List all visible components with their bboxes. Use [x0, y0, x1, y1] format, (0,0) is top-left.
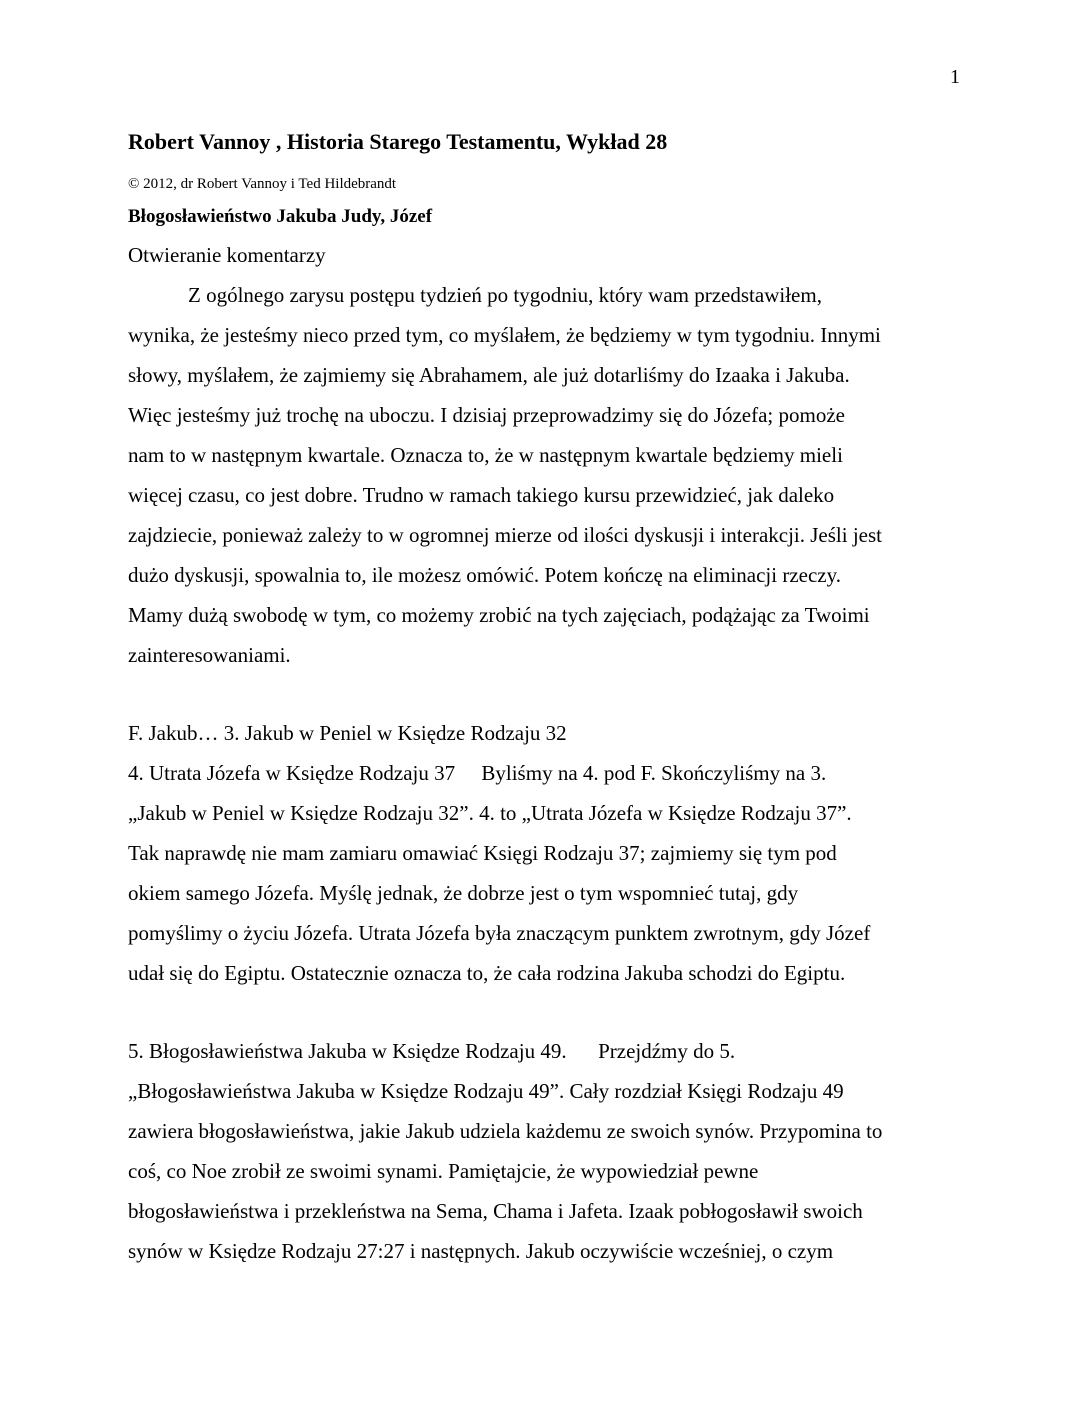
text-line: więcej czasu, co jest dobre. Trudno w ramach takiego kursu przewidzieć, jak daleko: [128, 483, 835, 507]
text-line: udał się do Egiptu. Ostatecznie oznacza to, że cała rodzina Jakuba schodzi do Egiptu.: [128, 961, 846, 985]
text-line: Tak naprawdę nie mam zamiaru omawiać Księgi Rodzaju 37; zajmiemy się tym pod: [128, 841, 837, 865]
section-label: Otwieranie komentarzy: [128, 243, 326, 267]
text-line: nam to w następnym kwartale. Oznacza to, że w następnym kwartale będziemy mieli: [128, 443, 843, 467]
text-line: zainteresowaniami.: [128, 643, 291, 667]
text-line: słowy, myślałem, że zajmiemy się Abrahamem, ale już dotarliśmy do Izaaka i Jakuba.: [128, 363, 850, 387]
text-line: wynika, że jesteśmy nieco przed tym, co myślałem, że będziemy w tym tygodniu. Innymi: [128, 323, 881, 347]
text-line: F. Jakub… 3. Jakub w Peniel w Księdze Rodzaju 32: [128, 721, 567, 745]
text-line: Więc jesteśmy już trochę na uboczu. I dzisiaj przeprowadzimy się do Józefa; pomoże: [128, 403, 845, 427]
text-line: coś, co Noe zrobił ze swoimi synami. Pamiętajcie, że wypowiedział pewne: [128, 1159, 759, 1183]
lecture-subtitle: Błogosławieństwo Jakuba Judy, Józef: [128, 206, 433, 227]
text-line: 4. Utrata Józefa w Księdze Rodzaju 37 Byliśmy na 4. pod F. Skończyliśmy na 3.: [128, 761, 827, 785]
text-line: błogosławieństwa i przekleństwa na Sema, Chama i Jafeta. Izaak pobłogosławił swoich: [128, 1199, 863, 1223]
text-line: 5. Błogosławieństwa Jakuba w Księdze Rodzaju 49. Przejdźmy do 5.: [128, 1039, 736, 1063]
text-line: dużo dyskusji, spowalnia to, ile możesz omówić. Potem kończę na eliminacji rzeczy.: [128, 563, 842, 587]
text-line: Z ogólnego zarysu postępu tydzień po tygodniu, który wam przedstawiłem,: [188, 283, 822, 307]
text-line: Mamy dużą swobodę w tym, co możemy zrobić na tych zajęciach, podążając za Twoimi: [128, 603, 870, 627]
text-line: synów w Księdze Rodzaju 27:27 i następnych. Jakub oczywiście wcześniej, o czym: [128, 1239, 834, 1263]
text-line: zawiera błogosławieństwa, jakie Jakub udziela każdemu ze swoich synów. Przypomina to: [128, 1119, 883, 1143]
document-title: Robert Vannoy , Historia Starego Testamentu, Wykład 28: [128, 129, 668, 154]
text-line: okiem samego Józefa. Myślę jednak, że dobrze jest o tym wspomnieć tutaj, gdy: [128, 881, 799, 905]
page-number: 1: [950, 66, 960, 88]
copyright-line: © 2012, dr Robert Vannoy i Ted Hildebrandt: [128, 176, 397, 192]
text-line: zajdziecie, ponieważ zależy to w ogromnej mierze od ilości dyskusji i interakcji. Jeśli jest: [128, 523, 883, 547]
text-line: pomyślimy o życiu Józefa. Utrata Józefa była znaczącym punktem zwrotnym, gdy Józef: [128, 921, 871, 945]
text-line: „Jakub w Peniel w Księdze Rodzaju 32”. 4. to „Utrata Józefa w Księdze Rodzaju 37”.: [128, 801, 852, 825]
text-line: „Błogosławieństwa Jakuba w Księdze Rodzaju 49”. Cały rozdział Księgi Rodzaju 49: [128, 1079, 844, 1103]
